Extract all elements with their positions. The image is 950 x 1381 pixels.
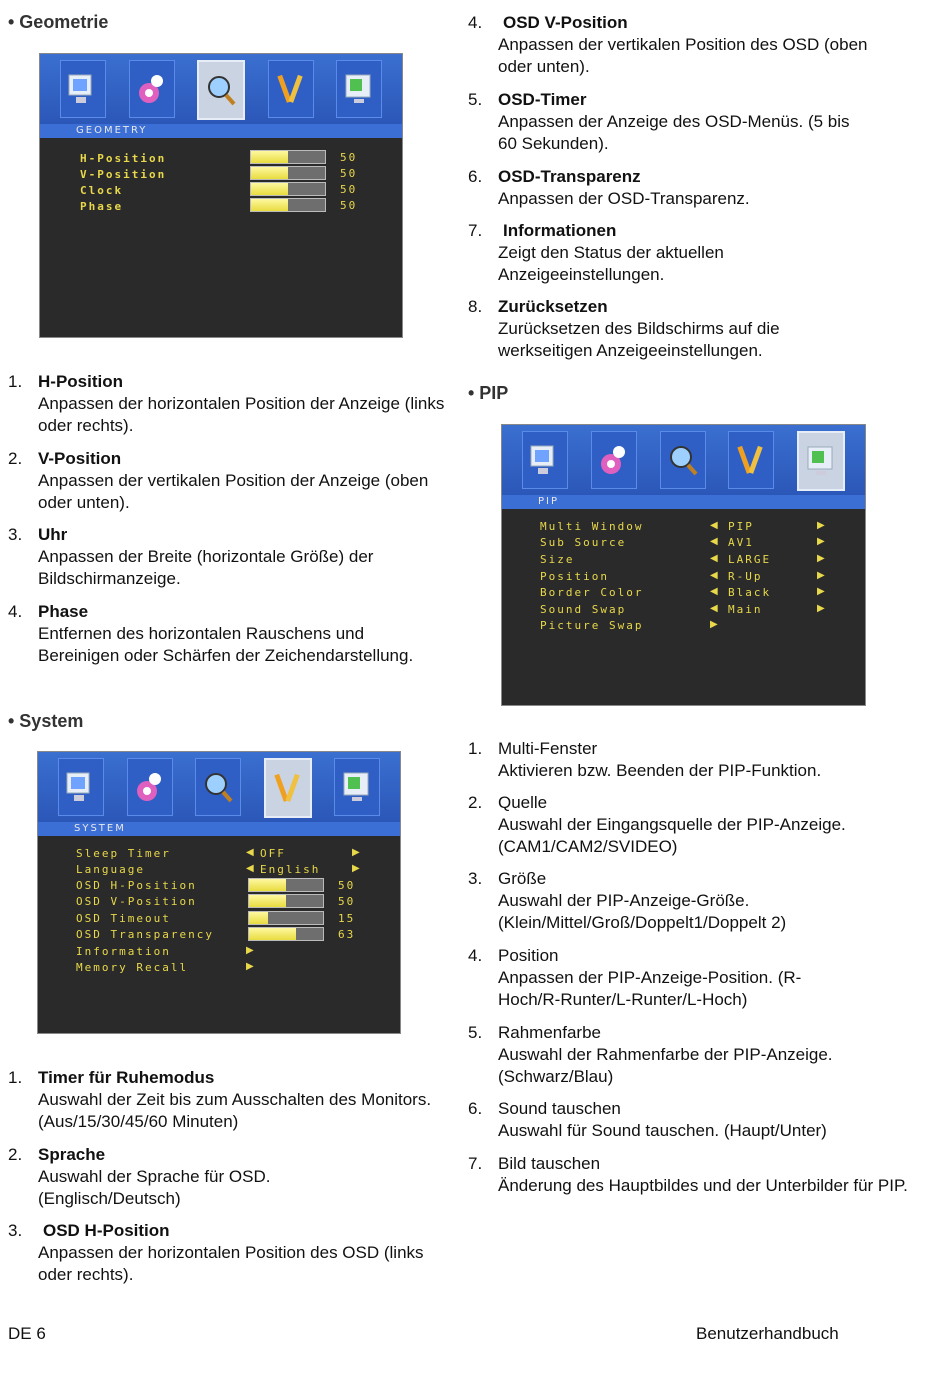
item-text: Auswahl der PIP-Anzeige-Größe. (Klein/Mittel/Groß/Doppelt1/Doppelt 2) [498,891,787,932]
manual-title: Benutzerhandbuch [696,1324,839,1343]
osd-row-value: 50 [338,879,356,892]
osd-row-label: Clock [80,184,124,197]
item-text: Anpassen der vertikalen Position der Anzeige (oben oder unten). [38,471,429,512]
item-heading: Sprache [38,1145,106,1164]
osd-row-label: Border Color [540,586,644,599]
osd-slider [248,911,324,925]
item-number: 2. [468,793,483,812]
osd-slider [248,878,324,892]
osd-row-value: Black [728,586,772,599]
osd-row-value: 50 [340,167,358,180]
item-number: 4. [468,13,483,32]
item-text: Auswahl der Rahmenfarbe der PIP-Anzeige. (Schwarz/Blau) [498,1045,833,1086]
osd-slider [250,150,326,164]
page-number: DE 6 [8,1324,46,1343]
osd-title: GEOMETRY [40,124,402,138]
osd-row-value: 15 [338,912,356,925]
osd-row-label: Sound Swap [540,603,627,616]
item-heading: Phase [38,602,89,621]
arrow-right-icon: ▶ [817,553,825,564]
osd-row-label: OSD H-Position [76,879,197,892]
arrow-right-icon: ▶ [246,945,254,956]
pip-icon [334,758,380,816]
osd-slider [248,894,324,908]
arrow-left-icon: ◀ [710,603,718,614]
osd-slider [250,182,326,196]
color-icon [127,758,173,816]
item-heading: V-Position [38,449,122,468]
osd-icon-bar [502,425,865,495]
item-heading: OSD H-Position [43,1221,170,1240]
arrow-left-icon: ◀ [710,520,718,531]
item-number: 3. [8,1221,23,1240]
item-text: Anpassen der Anzeige des OSD-Menüs. (5 bis 60 Sekunden). [498,112,850,153]
item-number: 6. [468,167,483,186]
item-text: Anpassen der horizontalen Position des OSD (links oder rechts). [38,1243,424,1284]
osd-row-value: English [260,863,321,876]
item-number: 2. [8,1145,23,1164]
osd-row-label: Size [540,553,575,566]
item-text: Anpassen der OSD-Transparenz. [498,189,750,208]
item-heading: Quelle [498,793,548,812]
osd-row-value: Main [728,603,763,616]
monitor-icon [58,758,104,816]
osd-row-label: Picture Swap [540,619,644,632]
osd-title: SYSTEM [38,822,400,836]
item-text: Aktivieren bzw. Beenden der PIP-Funktion. [498,761,822,780]
osd-row-value: R-Up [728,570,763,583]
osd-row-label: H-Position [80,152,167,165]
item-heading: Sound tauschen [498,1099,621,1118]
arrow-left-icon: ◀ [710,586,718,597]
osd-row-value: AV1 [728,536,754,549]
item-text: Anpassen der horizontalen Position der Anzeige (links oder rechts). [38,394,445,435]
osd-row-value: 50 [340,151,358,164]
osd-row-label: Phase [80,200,124,213]
item-heading: Bild tauschen [498,1154,601,1173]
osd-slider [250,198,326,212]
osd-icon-bar [40,54,402,124]
item-text: Anpassen der vertikalen Position des OSD (oben oder unten). [498,35,868,76]
osd-row-label: OSD Timeout [76,912,171,925]
arrow-right-icon: ▶ [817,603,825,614]
item-text: Entfernen des horizontalen Rauschens und Bereinigen oder Schärfen der Zeichendarstellung. [38,624,414,665]
osd-row-label: Sub Source [540,536,627,549]
item-heading: OSD V-Position [503,13,628,32]
arrow-right-icon: ▶ [352,847,360,858]
item-number: 8. [468,297,483,316]
item-heading: Position [498,946,559,965]
arrow-left-icon: ◀ [246,863,254,874]
geometry-osd-screenshot [39,53,403,338]
osd-slider [248,927,324,941]
osd-row-label: Information [76,945,171,958]
item-heading: Rahmenfarbe [498,1023,602,1042]
section-system-title: • System [8,711,84,731]
item-number: 7. [468,221,483,240]
arrow-right-icon: ▶ [352,863,360,874]
osd-row-label: Multi Window [540,520,644,533]
osd-row-label: Language [76,863,145,876]
item-number: 5. [468,90,483,109]
arrow-right-icon: ▶ [817,536,825,547]
section-geometrie-title: • Geometrie [8,12,109,32]
item-number: 1. [8,1068,23,1087]
item-text: Änderung des Hauptbildes und der Unterbilder für PIP. [498,1176,908,1195]
arrow-right-icon: ▶ [817,520,825,531]
item-text: Zurücksetzen des Bildschirms auf die werkseitigen Anzeigeeinstellungen. [498,319,780,360]
item-heading: Größe [498,869,547,888]
section-pip-title: • PIP [468,383,509,403]
item-heading: Uhr [38,525,68,544]
magnifier-icon [195,758,241,816]
pip-icon [336,60,382,118]
item-heading: OSD-Timer [498,90,587,109]
arrow-left-icon: ◀ [710,553,718,564]
osd-row-label: OSD V-Position [76,895,197,908]
item-text: Anpassen der PIP-Anzeige-Position. (R-Hoch/R-Runter/L-Runter/L-Hoch) [498,968,802,1009]
pip-icon [797,431,845,491]
item-number: 2. [8,449,23,468]
color-icon [129,60,175,118]
arrow-left-icon: ◀ [246,847,254,858]
monitor-icon [60,60,106,118]
osd-row-label: Sleep Timer [76,847,171,860]
osd-icon-bar [38,752,400,822]
magnifier-icon [660,431,706,489]
arrow-right-icon: ▶ [246,961,254,972]
osd-slider [250,166,326,180]
osd-row-value: 50 [340,199,358,212]
item-number: 1. [8,372,23,391]
osd-row-value: 50 [338,895,356,908]
tools-icon [264,758,312,818]
magnifier-icon [197,60,245,120]
item-heading: H-Position [38,372,123,391]
item-number: 3. [468,869,483,888]
arrow-right-icon: ▶ [817,570,825,581]
system-osd-screenshot [37,751,401,1034]
arrow-left-icon: ◀ [710,570,718,581]
item-text: Zeigt den Status der aktuellen Anzeigeeinstellungen. [498,243,724,284]
osd-row-value: OFF [260,847,286,860]
tools-icon [728,431,774,489]
arrow-right-icon: ▶ [817,586,825,597]
item-text: Auswahl für Sound tauschen. (Haupt/Unter) [498,1121,827,1140]
item-heading: Informationen [503,221,617,240]
arrow-left-icon: ◀ [710,536,718,547]
item-heading: Zurücksetzen [498,297,608,316]
pip-osd-screenshot [501,424,866,706]
tools-icon [268,60,314,118]
monitor-icon [522,431,568,489]
item-number: 7. [468,1154,483,1173]
item-number: 1. [468,739,483,758]
osd-row-value: 50 [340,183,358,196]
item-number: 4. [468,946,483,965]
arrow-right-icon: ▶ [710,619,718,630]
osd-row-value: LARGE [728,553,772,566]
item-text: Anpassen der Breite (horizontale Größe) der Bildschirmanzeige. [38,547,374,588]
osd-row-label: Position [540,570,609,583]
osd-row-value: 63 [338,928,356,941]
osd-title: PIP [502,495,865,509]
item-heading: Timer für Ruhemodus [38,1068,215,1087]
color-icon [591,431,637,489]
osd-row-label: V-Position [80,168,167,181]
item-number: 4. [8,602,23,621]
item-number: 6. [468,1099,483,1118]
osd-row-label: Memory Recall [76,961,189,974]
osd-row-label: OSD Transparency [76,928,214,941]
item-heading: OSD-Transparenz [498,167,641,186]
item-heading: Multi-Fenster [498,739,598,758]
osd-row-value: PIP [728,520,754,533]
item-number: 5. [468,1023,483,1042]
item-number: 3. [8,525,23,544]
item-text: Auswahl der Sprache für OSD. (Englisch/Deutsch) [38,1167,271,1208]
item-text: Auswahl der Zeit bis zum Ausschalten des Monitors. (Aus/15/30/45/60 Minuten) [38,1090,432,1131]
item-text: Auswahl der Eingangsquelle der PIP-Anzeige. (CAM1/CAM2/SVIDEO) [498,815,846,856]
